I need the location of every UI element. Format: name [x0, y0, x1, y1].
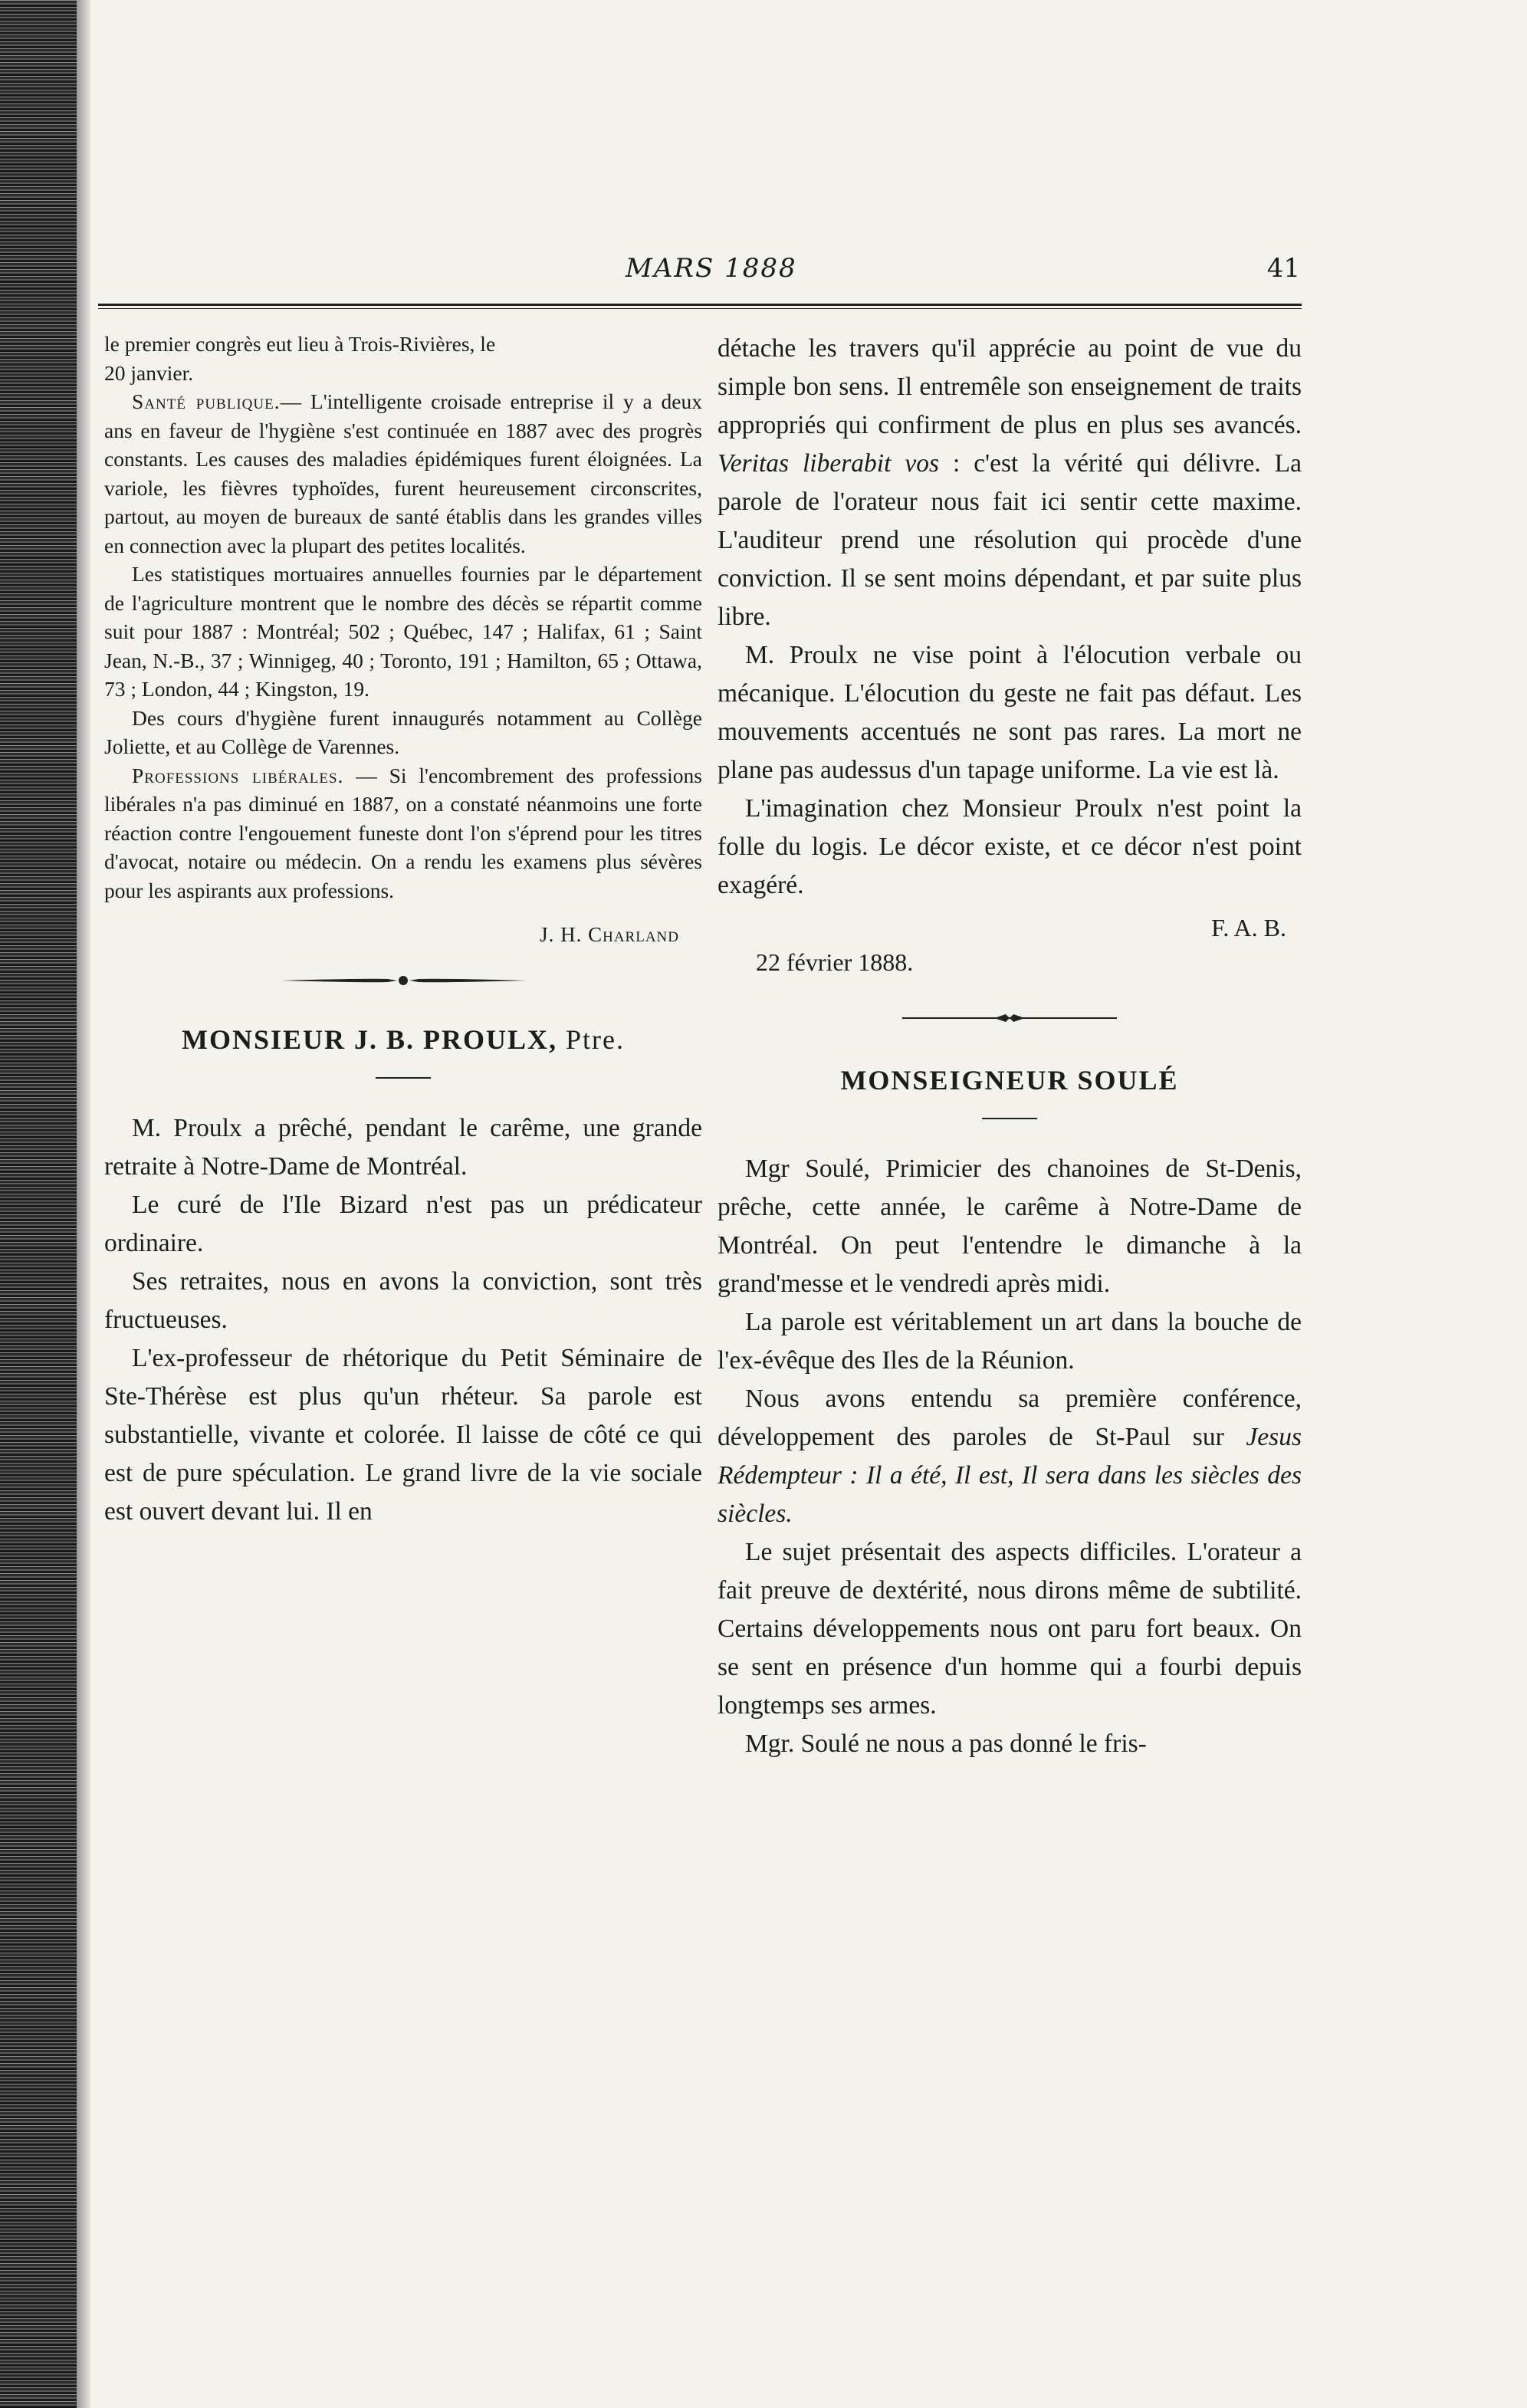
page-number: 41 [1266, 253, 1300, 284]
article-title-proulx [104, 1023, 702, 1056]
left-column [104, 330, 702, 1531]
soule-paragraph: Mgr Soulé, Primicier des chanoines de St-Denis, prêche, cette année, le carême à Notre-Dame de Montréal. On peut l'entendre le dimanche à la grand'messe et le vendredi après midi. [718, 1155, 1302, 1298]
ornamental-rule-2 [895, 1010, 1125, 1026]
signature-charland: J. H. Charland [540, 923, 679, 946]
article-date: 22 février 1888. [756, 948, 914, 976]
hygiene-section [104, 330, 702, 947]
scan-shadow [77, 0, 90, 2408]
statistiques-paragraph: Les statistiques mortuaires annuelles fournies par le département de l'agriculture montrent que le nombre des décès se répartit comme suit pour 1887 : Montréal; 502 ; Québec, 147 ; Halifax, 61 ; Saint Jean, N.-B., 37 ; Winnigeg, 40 ; Toronto, 191 ; Hamilton, 65 ; Ottawa, 73 ; London, 44 ; Kingston, 19. [104, 562, 702, 701]
title-rule-proulx [376, 1077, 431, 1079]
title-rule-soule [982, 1118, 1037, 1119]
proulx-paragraph: Ses retraites, nous en avons la conviction, sont très fructueuses. [104, 1267, 702, 1334]
sante-paragraph [104, 387, 702, 560]
proulx-paragraph: M. Proulx a prêché, pendant le carême, une grande retraite à Notre-Dame de Montréal. [104, 1114, 702, 1181]
soule-paragraph: La parole est véritablement un art dans la bouche de l'ex-évêque des Iles de la Réunion. [718, 1308, 1302, 1375]
intro-line-2: 20 janvier. [104, 360, 194, 385]
proulx-paragraph: L'ex-professeur de rhétorique du Petit Séminaire de Ste-Thérèse est plus qu'un rhéteur. Sa parole est substantielle, vivante et colorée. Il laisse de côté ce qui est de pure spéculation. Le grand livre de la vie sociale est ouvert devant lui. Il en [104, 1344, 702, 1526]
professions-paragraph [104, 761, 702, 905]
header-rule [98, 304, 1302, 309]
intro-line-1: le premier congrès eut lieu à Trois-Rivières, le [104, 332, 496, 356]
right-column [718, 330, 1302, 1763]
proulx-article-left [104, 1109, 702, 1531]
proulx-article-right [718, 330, 1302, 977]
soule-paragraph: Le sujet présentait des aspects difficiles. L'orateur a fait preuve de dextérité, nous dirons même de subtilité. Certains développements nous ont paru fort beaux. On se sent en présence d'un homme qui a fourbi depuis longtemps ses armes. [718, 1538, 1302, 1720]
soule-p3-quote: Jesus Rédempteur : Il a été, Il est, Il sera dans les siècles des siècles. [718, 1423, 1302, 1528]
professions-heading: Professions libérales. [132, 763, 344, 787]
soule-paragraph [718, 1380, 1302, 1533]
elocution-paragraph: M. Proulx ne vise point à l'élocution verbale ou mécanique. L'élocution du geste ne fait pas défaut. Les mouvements accentués ne sont pas rares. La mort ne plane pas audessus d'un tapage uniforme. La vie est là. [718, 641, 1302, 784]
sante-text: — L'intelligente croisade entreprise il y a deux ans en faveur de l'hygiène s'est continuée en 1887 avec des progrès constants. Les causes des maladies épidémiques furent éloignées. La variole, les fièvres typhoïdes, furent heureusement circonscrites, partout, au moyen de bureaux de santé établis dans les grandes villes en connection avec la plupart des petites localités. [104, 389, 702, 557]
signature-fab: F. A. B. [1211, 914, 1286, 941]
ornamental-rule-1 [273, 971, 534, 990]
proulx-continuation [718, 330, 1302, 636]
cours-paragraph: Des cours d'hygiène furent innaugurés notamment au Collège Joliette, et au Collège de Varennes. [104, 705, 702, 758]
imagination-paragraph: L'imagination chez Monsieur Proulx n'est point la folle du logis. Le décor existe, et ce décor n'est point exagéré. [718, 794, 1302, 899]
sante-heading: Santé publique. [132, 389, 281, 413]
professions-text: — Si l'encombrement des professions libérales n'a pas diminué en 1887, on a constaté néanmoins une forte réaction contre l'engouement funeste dont l'on s'éprend pour les titres d'avocat, notaire ou médecin. On a rendu les examens plus sévères pour les aspirants aux professions. [104, 763, 703, 902]
soule-paragraph: Mgr. Soulé ne nous a pas donné le fris- [745, 1730, 1147, 1758]
scan-binding-edge [0, 0, 77, 2408]
page-header [104, 253, 1300, 299]
cont-after-latin: : c'est la vérité qui délivre. La parole de l'orateur nous fait ici sentir cette maxime. L'auditeur prend une résolution qui procède d'une conviction. Il se sent moins dépendant, et par suite plus libre. [718, 449, 1302, 631]
article-title-soule: MONSEIGNEUR SOULÉ [840, 1065, 1179, 1096]
soule-article [718, 1150, 1302, 1763]
running-title: MARS 1888 [626, 253, 797, 284]
proulx-paragraph: Le curé de l'Ile Bizard n'est pas un prédicateur ordinaire. [104, 1191, 702, 1257]
latin-quote: Veritas liberabit vos [718, 449, 939, 478]
soule-p3-text: Nous avons entendu sa première conférence, développement des paroles de St-Paul sur [718, 1385, 1302, 1451]
proulx-title-main: MONSIEUR J. B. PROULX, [181, 1024, 558, 1055]
proulx-title-suffix: Ptre. [557, 1024, 626, 1055]
cont-before-latin: détache les travers qu'il apprécie au point de vue du simple bon sens. Il entremêle son enseignement de traits appropriés qui confirment de plus en plus ses avancés. [718, 334, 1302, 439]
